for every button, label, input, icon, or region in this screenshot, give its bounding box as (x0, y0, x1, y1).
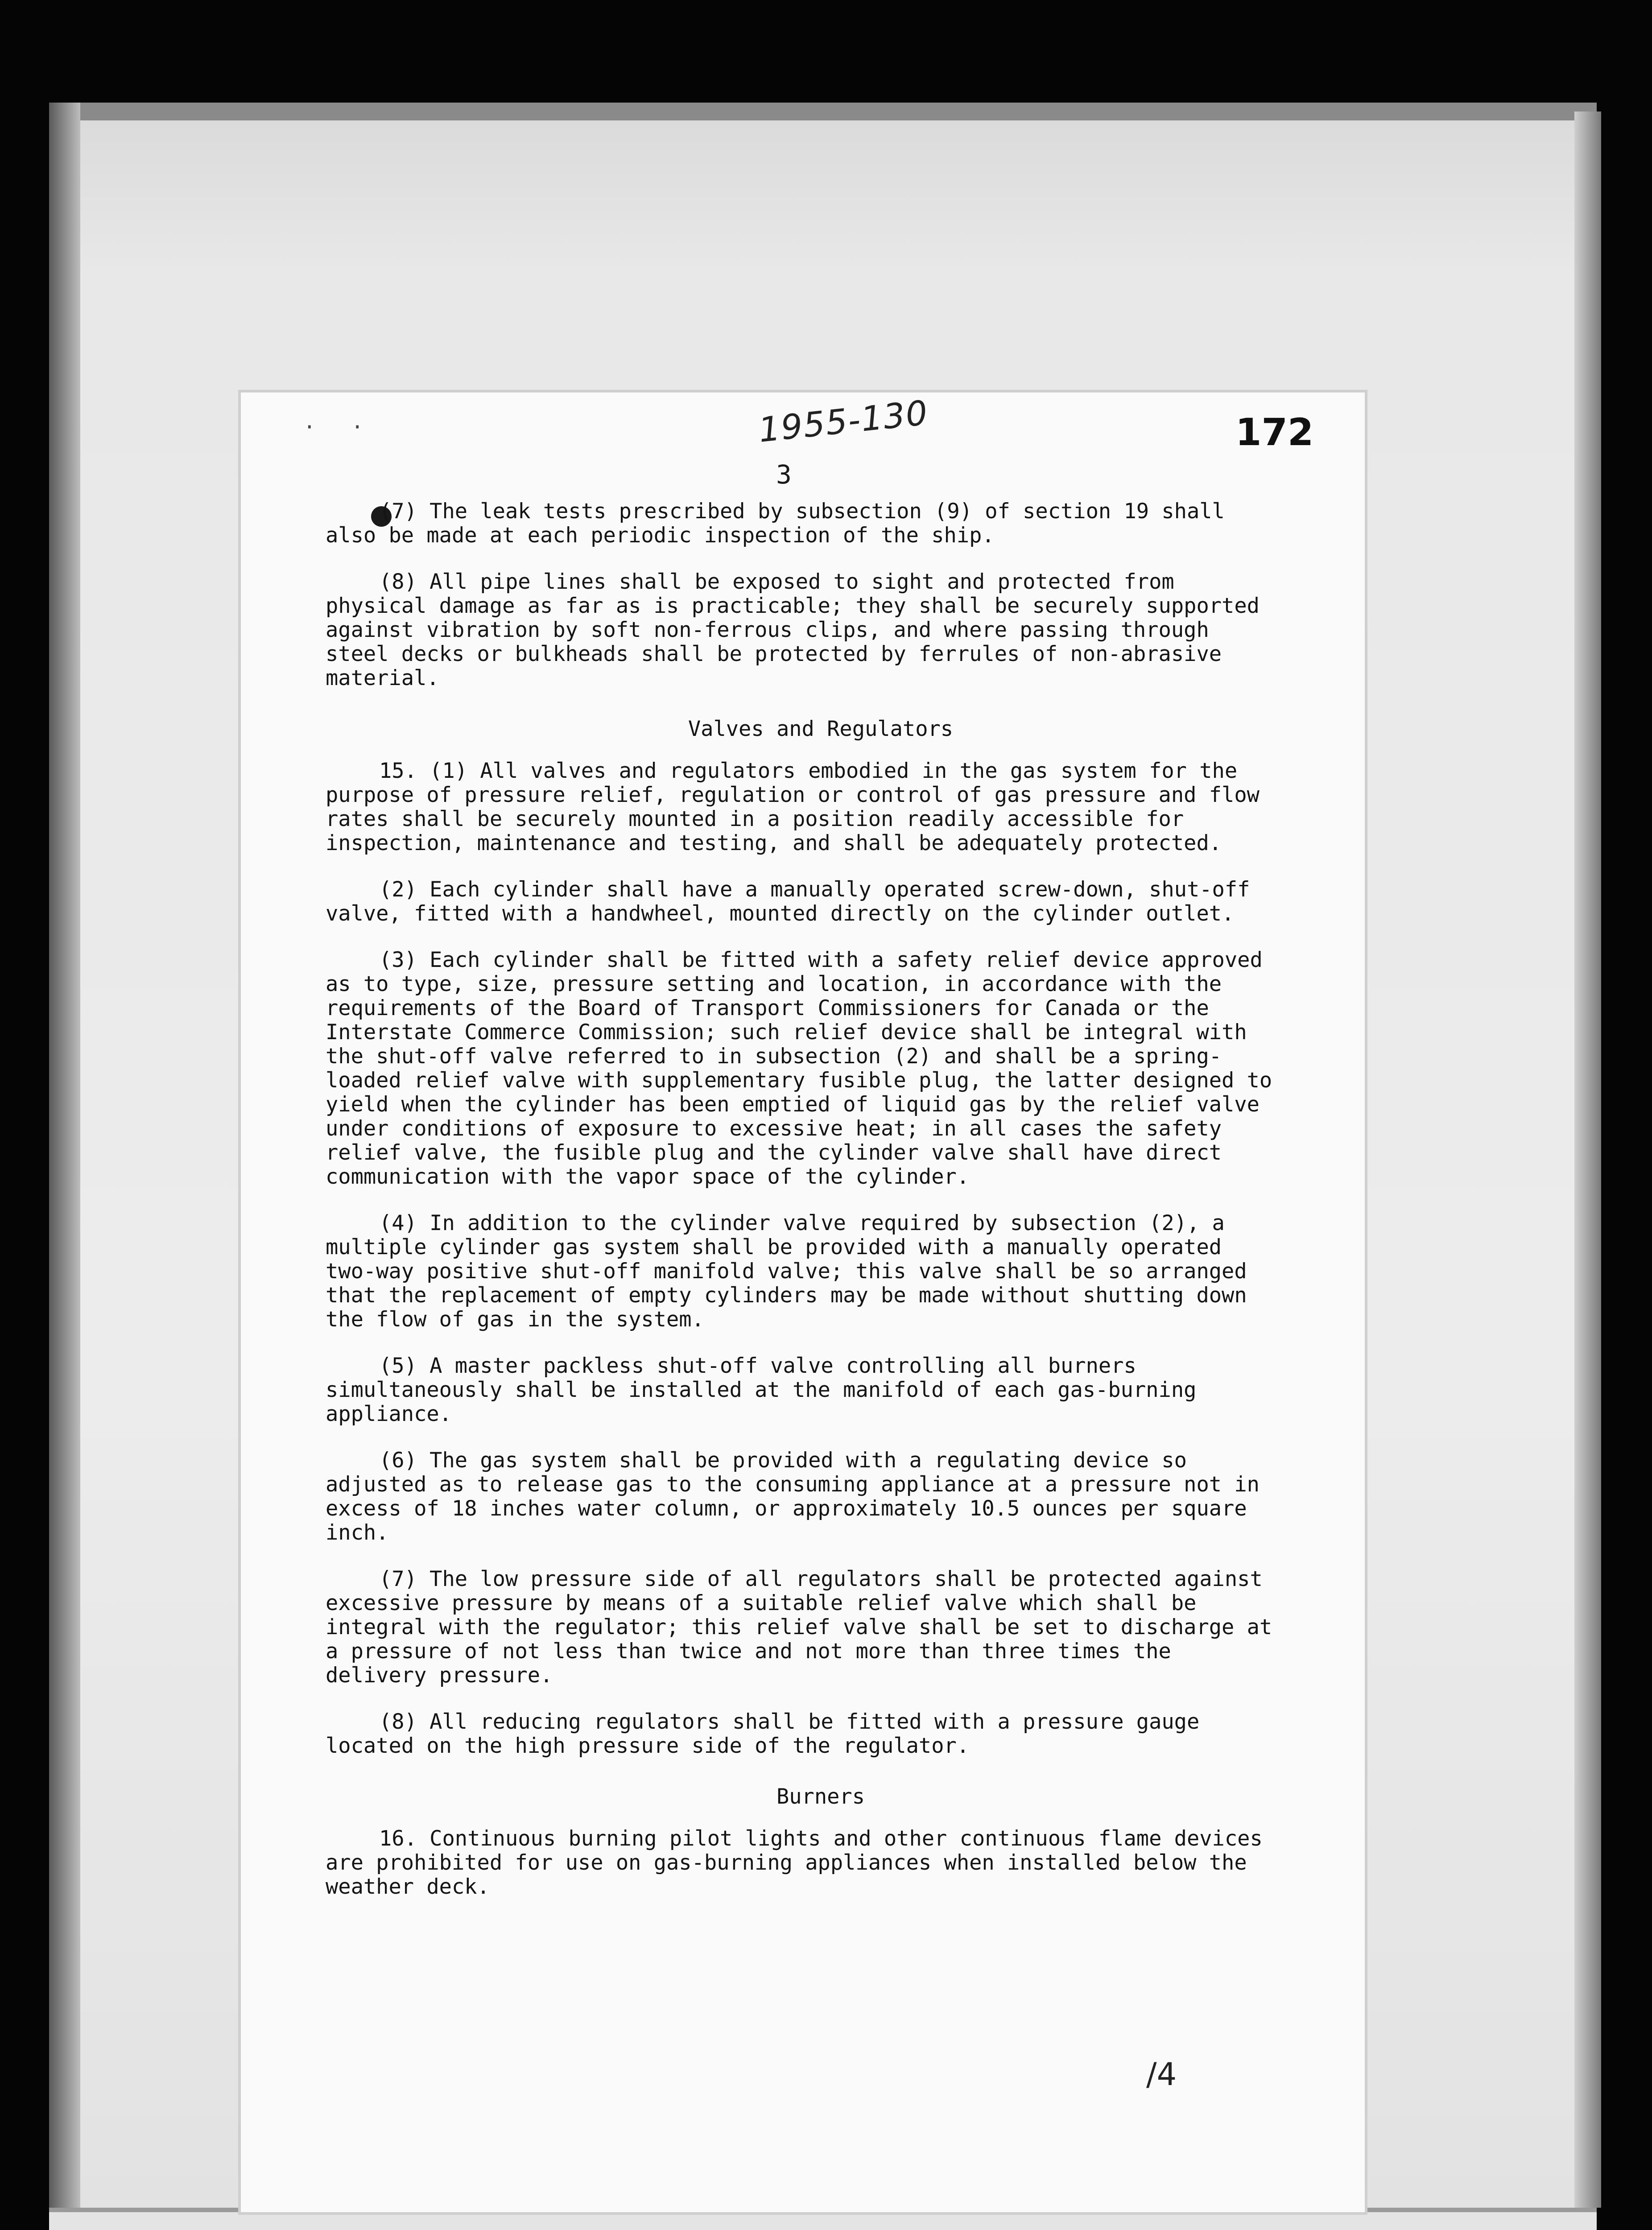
paragraph-15-3: (3) Each cylinder shall be fitted with a safety relief device approved as to type, size, pressure setting and location, in accordance with the requirements of the Board of Transport Commissioners for Canada or the Interstate Commerce Commission; such relief device shall be integral with the shut-off valve referred to in subsection (2) and shall be a spring-loaded relief valve with supplementary fusible plug, the latter designed to yield when the cylinder has been emptied of liquid gas by the relief valve under conditions of exposure to excessive heat; in all cases the safety relief valve, the fusible plug and the cylinder valve shall have direct communication with the vapor space of the cylinder. (326, 948, 1285, 1189)
page-number: 3 (776, 459, 792, 490)
paragraph-15-8: (8) All reducing regulators shall be fitted with a pressure gauge located on the high pressure side of the regulator. (326, 1710, 1212, 1758)
pencil-annotation: 1955-130 (756, 392, 930, 450)
body-text (326, 499, 1285, 1921)
section-heading-burners: Burners (776, 1784, 865, 1809)
paragraph-15-2: (2) Each cylinder shall have a manually operated screw-down, shut-off valve, fitted with a handwheel, mounted directly on the cylinder outlet. (326, 877, 1263, 926)
section-heading-valves: Valves and Regulators (688, 717, 954, 741)
backing-sheet-top-edge (49, 103, 1597, 120)
archive-number: 172 (1235, 410, 1314, 454)
paragraph-15-7: (7) The low pressure side of all regulators shall be protected against excessive pressure by means of a suitable relief valve which shall be integral with the regulator; this relief valve shall be set to discharge at a pressure of not less than twice and not more than three times the delivery pressure. (326, 1567, 1285, 1688)
paragraph-15-5: (5) A master packless shut-off valve controlling all burners simultaneously shall be installed at the manifold of each gas-burning appliance. (326, 1354, 1209, 1426)
document-page (241, 392, 1365, 2212)
backing-sheet-left-edge (49, 103, 80, 2230)
continuation-mark: /4 (1146, 2056, 1177, 2093)
page-shadow (1574, 112, 1601, 2208)
marginal-dots: · · (303, 415, 376, 439)
paragraph-15-6: (6) The gas system shall be provided with a regulating device so adjusted as to release gas to the consuming appliance at a pressure not in excess of 18 inches water column, or approximately 10.5 ounces per square inch. (326, 1448, 1272, 1545)
paragraph-16: 16. Continuous burning pilot lights and other continuous flame devices are prohibited for use on gas-burning appliances when installed below the weather deck. (326, 1826, 1276, 1899)
paragraph-15-1: 15. (1) All valves and regulators embodied in the gas system for the purpose of pressure relief, regulation or control of gas pressure and flow rates shall be securely mounted in a position readily accessible for inspection, maintenance and testing, and shall be adequately protected. (326, 759, 1272, 855)
paragraph-15-4: (4) In addition to the cylinder valve required by subsection (2), a multiple cylinder gas system shall be provided with a manually operated two-way positive shut-off manifold valve; this valve shall be so arranged that the replacement of empty cylinders may be made without shutting down the flow of gas in the system. (326, 1211, 1260, 1332)
paragraph-14-7: (7) The leak tests prescribed by subsection (9) of section 19 shall also be made at each periodic inspection of the ship. (326, 499, 1238, 548)
paragraph-14-8: (8) All pipe lines shall be exposed to sight and protected from physical damage as far as is practicable; they shall be securely supported against vibration by soft non-ferrous clips, and where passing through steel decks or bulkheads shall be protected by ferrules of non-abrasive material. (326, 570, 1272, 690)
